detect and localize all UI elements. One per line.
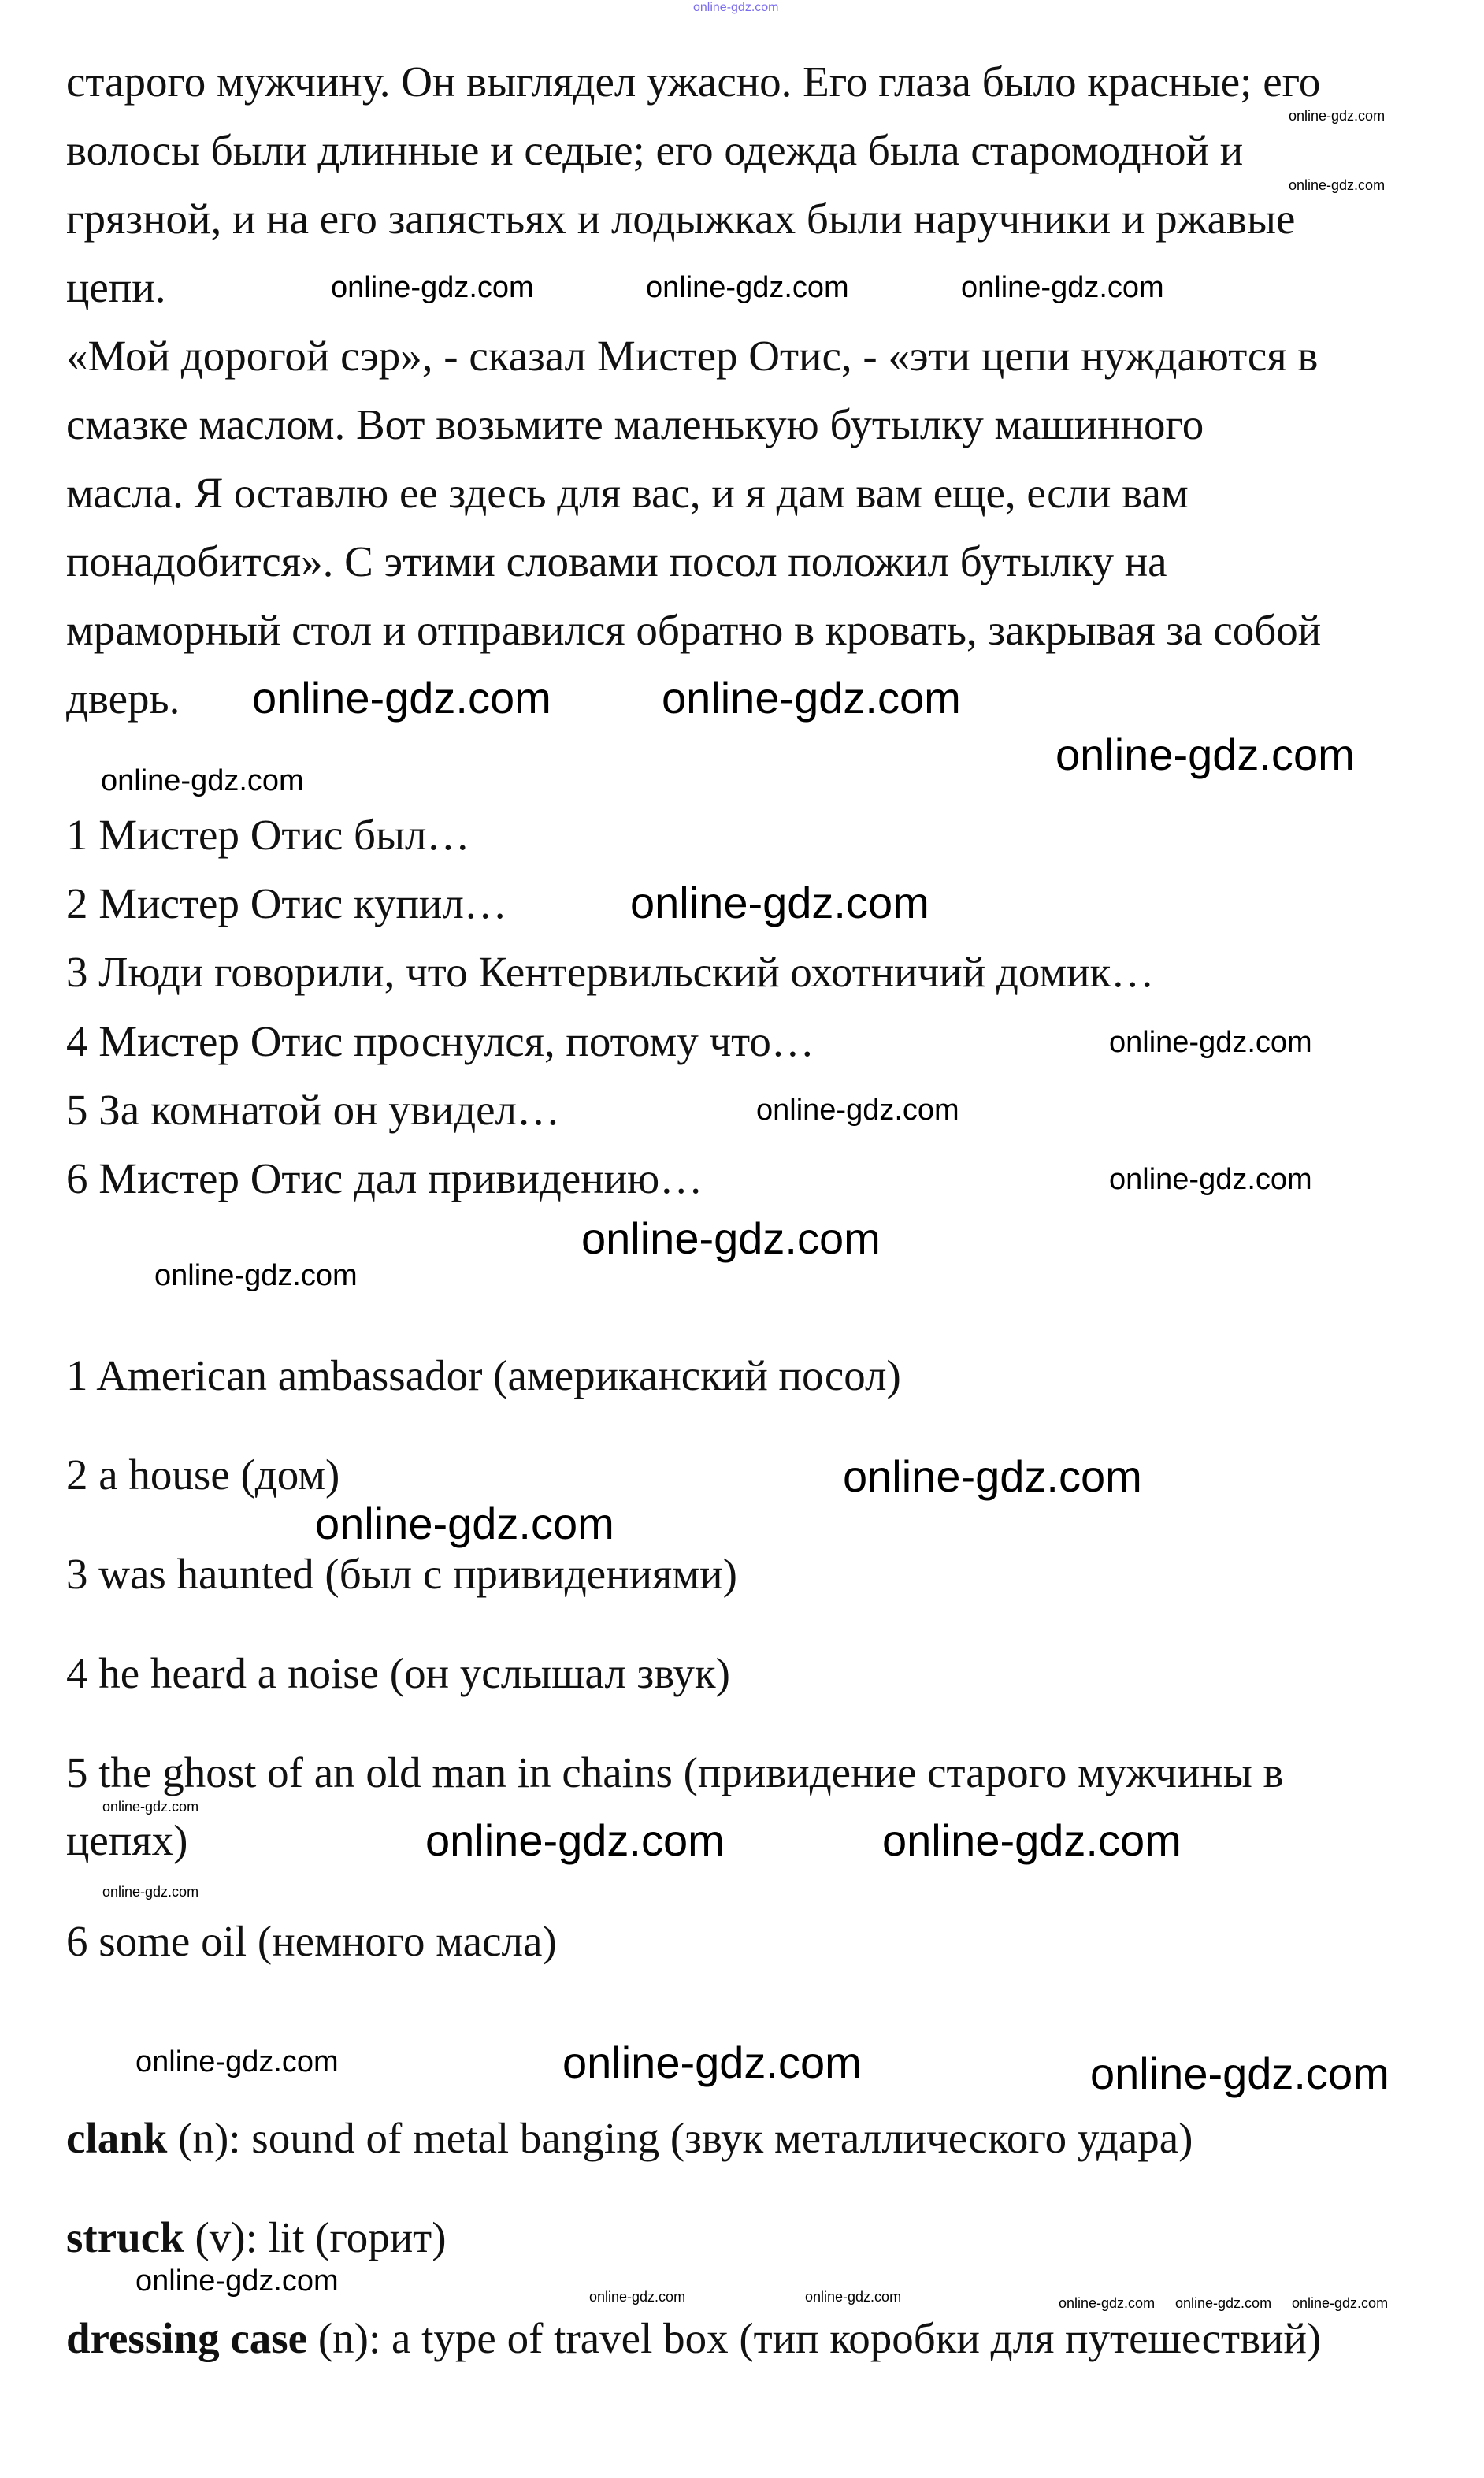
question-item: 5 За комнатой он увидел… [66,1086,560,1134]
vocab-entry [66,2115,1193,2162]
answer-item: 6 some oil (немного масла) [66,1917,557,1965]
watermark: online-gdz.com [646,271,849,304]
vocab-entry [66,2315,1321,2362]
watermark: online-gdz.com [154,1259,358,1292]
watermark: online-gdz.com [1109,1026,1312,1059]
watermark: online-gdz.com [581,1213,881,1263]
watermark: online-gdz.com [562,2038,862,2087]
watermark: online-gdz.com [805,2289,902,2305]
question-item: 6 Мистер Отис дал привидению… [66,1154,703,1202]
watermark: online-gdz.com [589,2289,686,2305]
watermark: online-gdz.com [693,1,779,14]
story-line: «Мой дорогой сэр», - сказал Мистер Отис, - «эти цепи нуждаются в [66,332,1319,380]
watermark: online-gdz.com [662,673,961,723]
watermark: online-gdz.com [1090,2049,1389,2098]
watermark: online-gdz.com [843,1451,1142,1501]
answer-item-continuation: цепях) [66,1816,188,1864]
story-line: мраморный стол и отправился обратно в кровать, закрывая за собой [66,606,1322,654]
question-item: 1 Мистер Отис был… [66,811,470,859]
vocab-definition: (n): a type of travel box (тип коробки для путешествий) [307,2314,1322,2362]
watermark: online-gdz.com [331,271,534,304]
answer-item: 1 American ambassador (американский посол) [66,1351,901,1399]
watermark: online-gdz.com [135,2264,339,2298]
story-line: понадобится». С этими словами посол положил бутылку на [66,537,1167,585]
watermark: online-gdz.com [961,271,1164,304]
watermark: online-gdz.com [1055,730,1355,779]
vocab-definition: (n): sound of metal banging (звук металлического удара) [167,2114,1193,2162]
story-line: старого мужчину. Он выглядел ужасно. Его глаза было красные; его [66,58,1321,106]
story-line: волосы были длинные и седые; его одежда была старомодной и [66,126,1244,174]
vocab-term: struck [66,2213,184,2261]
watermark: online-gdz.com [1292,2295,1389,2311]
watermark: online-gdz.com [1175,2295,1272,2311]
watermark: online-gdz.com [425,1815,725,1865]
watermark: online-gdz.com [1059,2295,1156,2311]
watermark: online-gdz.com [882,1815,1182,1865]
watermark: online-gdz.com [1109,1163,1312,1196]
answer-item: 5 the ghost of an old man in chains (привидение старого мужчины в [66,1748,1284,1796]
answer-item: 4 he heard a noise (он услышал звук) [66,1649,730,1697]
watermark: online-gdz.com [102,1884,199,1900]
question-item: 2 Мистер Отис купил… [66,879,507,927]
watermark: online-gdz.com [135,2045,339,2079]
story-line: грязной, и на его запястьях и лодыжках были наручники и ржавые [66,195,1296,243]
watermark: online-gdz.com [315,1499,614,1548]
question-item: 4 Мистер Отис проснулся, потому что… [66,1017,814,1065]
vocab-definition: (v): lit (горит) [184,2213,447,2261]
answer-item: 3 was haunted (был с привидениями) [66,1550,737,1598]
vocab-entry [66,2214,447,2261]
vocab-term: dressing case [66,2314,308,2362]
watermark: online-gdz.com [252,673,551,723]
vocab-term: clank [66,2114,168,2162]
question-item: 3 Люди говорили, что Кентервильский охотничий домик… [66,948,1155,996]
watermark: online-gdz.com [1289,108,1386,124]
story-line: дверь. [66,674,180,723]
watermark: online-gdz.com [1289,177,1386,193]
story-line: цепи. [66,263,166,311]
story-line: смазке маслом. Вот возьмите маленькую бутылку машинного [66,400,1204,448]
watermark: online-gdz.com [101,764,304,797]
answer-item: 2 a house (дом) [66,1451,340,1499]
watermark: online-gdz.com [630,878,929,927]
story-line: масла. Я оставлю ее здесь для вас, и я дам вам еще, если вам [66,469,1189,517]
watermark: online-gdz.com [102,1799,199,1815]
watermark: online-gdz.com [756,1094,959,1127]
